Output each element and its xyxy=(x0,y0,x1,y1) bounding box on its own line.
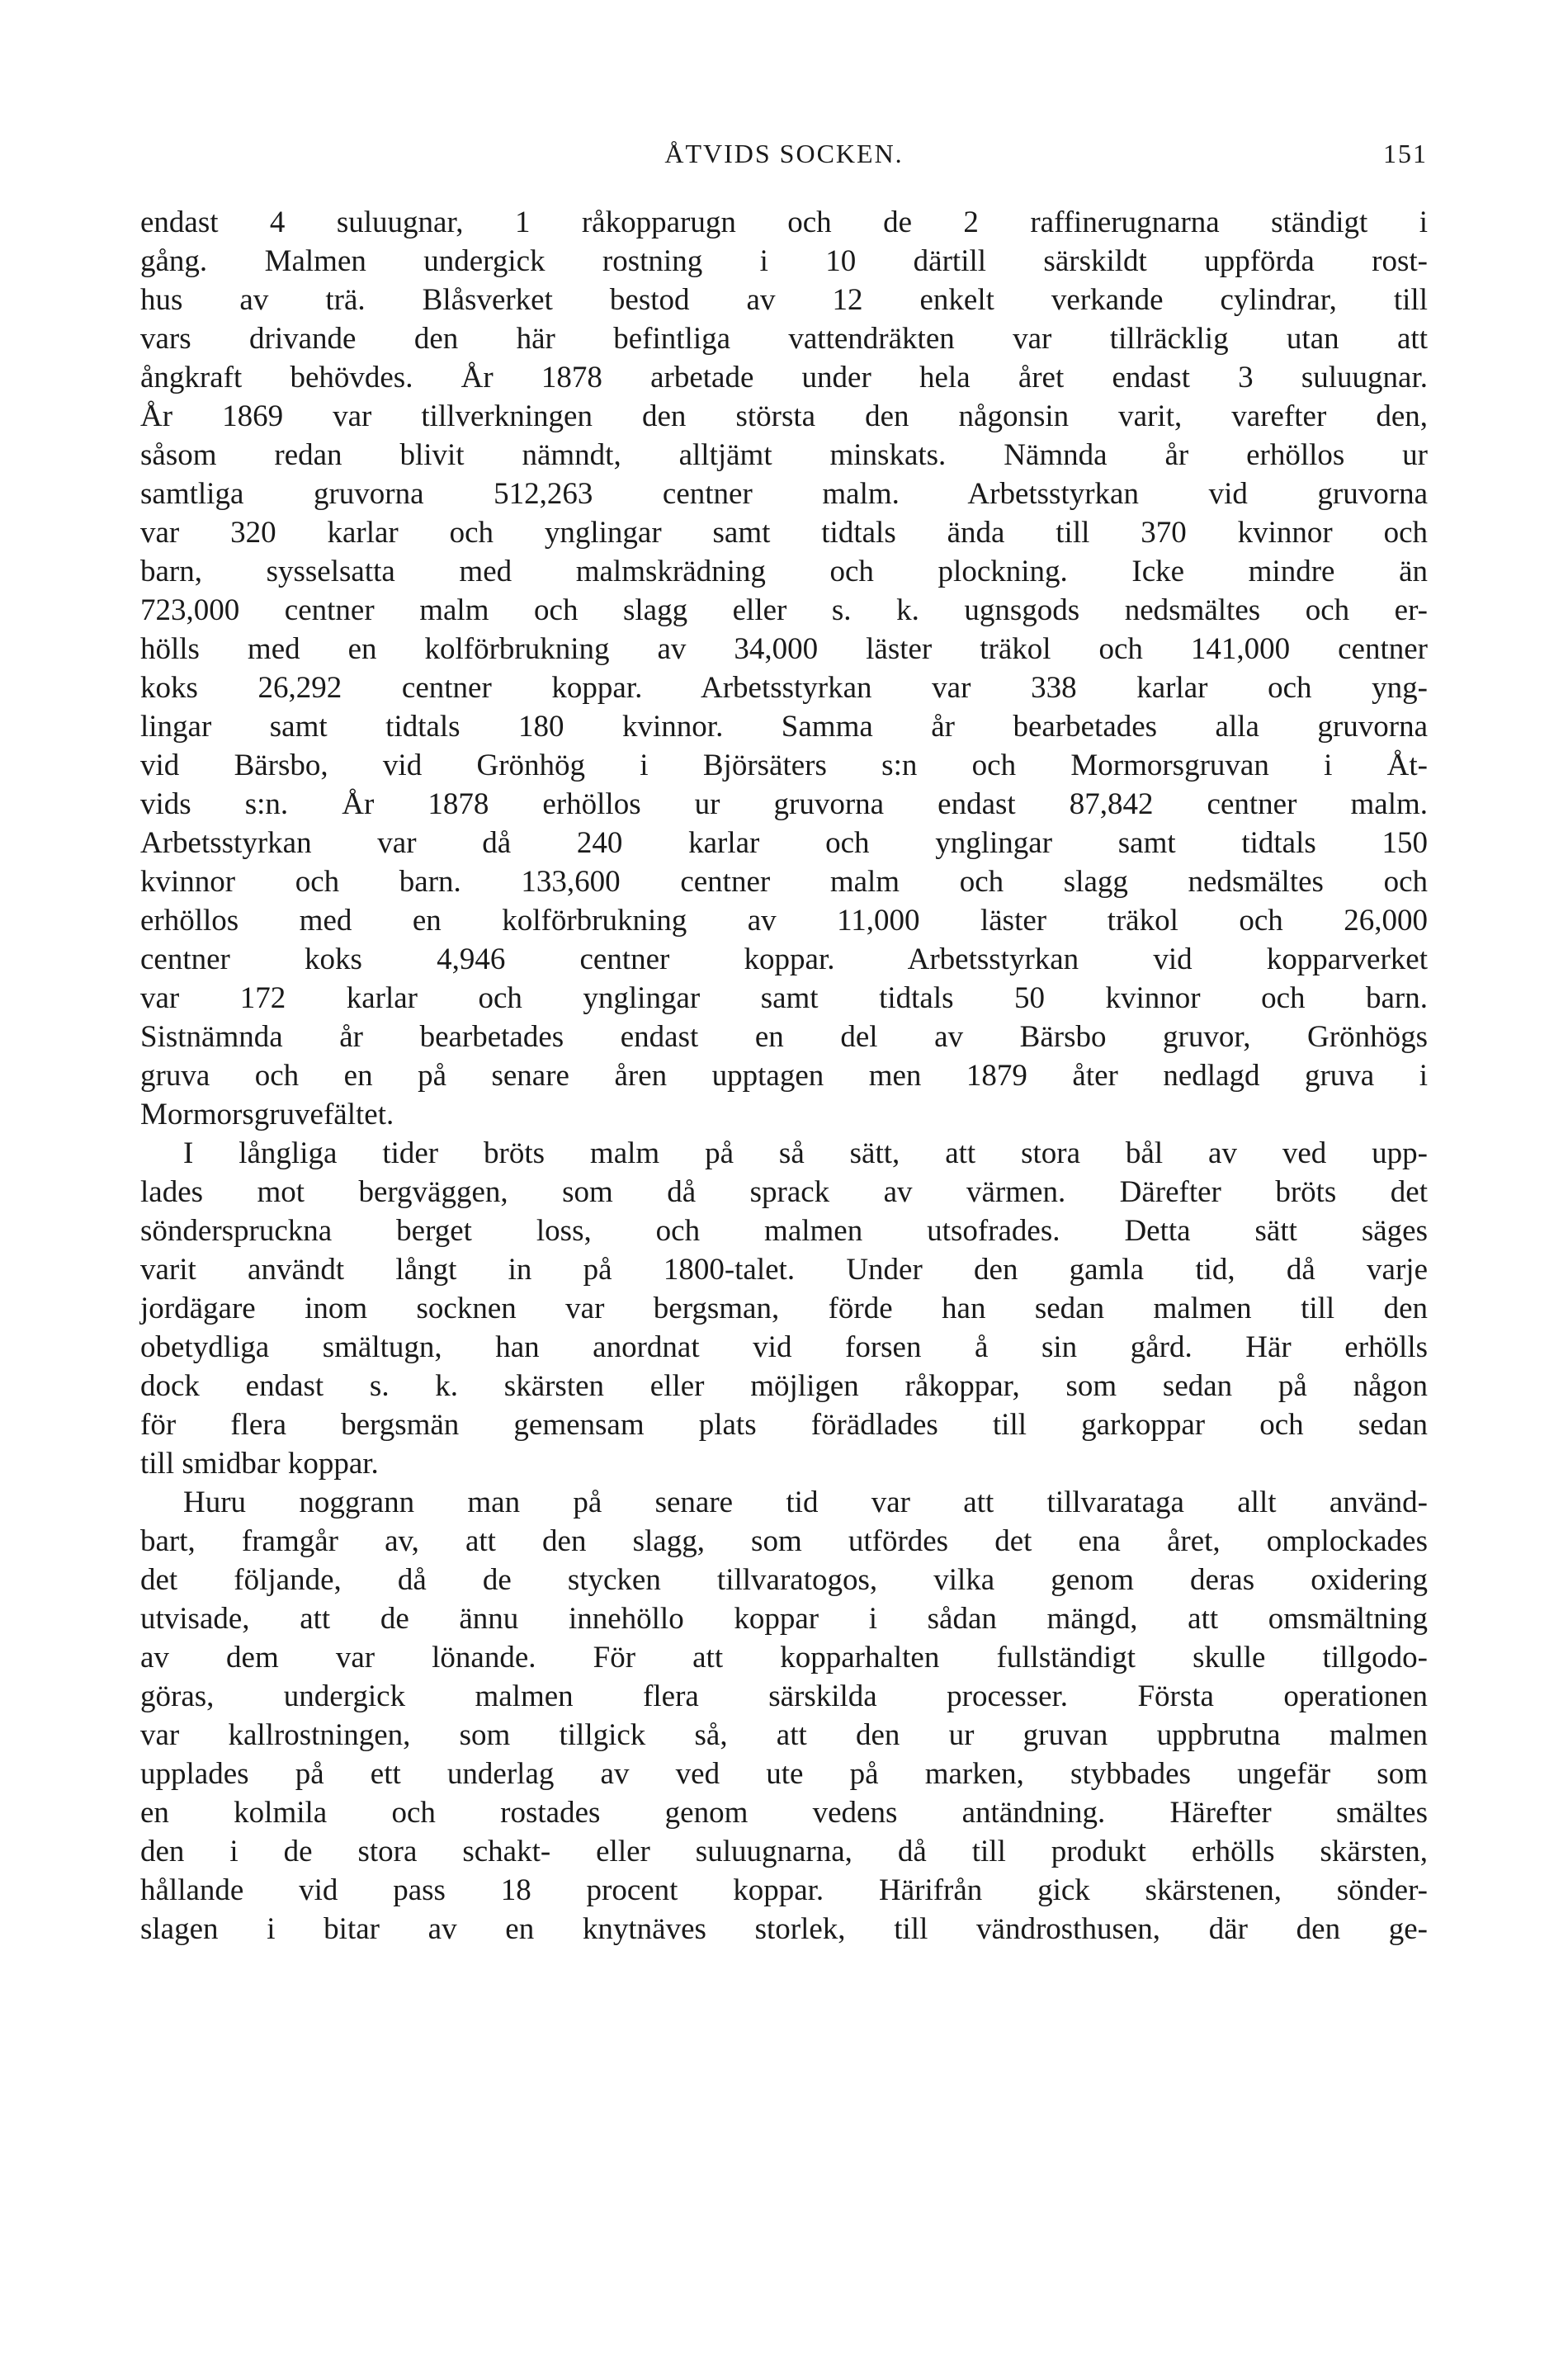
page-number: 151 xyxy=(1383,139,1428,168)
text-line: samtliga gruvorna 512,263 centner malm. Arbetsstyrkan vid gruvorna xyxy=(140,477,1428,511)
text-line: utvisade, att de ännu innehöllo koppar i sådan mängd, att omsmältning xyxy=(140,1602,1428,1636)
text-line: vars drivande den här befintliga vattendräkten var tillräcklig utan att xyxy=(140,322,1428,356)
text-line: var 172 karlar och ynglingar samt tidtals 50 kvinnor och barn. xyxy=(140,981,1428,1015)
running-title: ÅTVIDS SOCKEN. xyxy=(664,139,904,168)
text-line: Sistnämnda år bearbetades endast en del av Bärsbo gruvor, Grönhögs xyxy=(140,1020,1428,1054)
text-line: kvinnor och barn. 133,600 centner malm och slagg nedsmältes och xyxy=(140,865,1428,899)
text-line: upplades på ett underlag av ved ute på marken, stybbades ungefär som xyxy=(140,1757,1428,1791)
text-line: Mormorsgruvefältet. xyxy=(140,1098,394,1131)
running-head xyxy=(140,139,1428,180)
text-line: vids s:n. År 1878 erhöllos ur gruvorna endast 87,842 centner malm. xyxy=(140,787,1428,821)
text-line: slagen i bitar av en knytnäves storlek, till vändrosthusen, där den ge- xyxy=(140,1912,1428,1946)
text-line: till smidbar koppar. xyxy=(140,1447,379,1481)
text-line: lades mot bergväggen, som då sprack av värmen. Därefter bröts det xyxy=(140,1175,1428,1209)
text-line: såsom redan blivit nämndt, alltjämt minskats. Nämnda år erhöllos ur xyxy=(140,438,1428,472)
text-line: jordägare inom socknen var bergsman, förde han sedan malmen till den xyxy=(140,1292,1428,1325)
text-line: endast 4 suluugnar, 1 råkopparugn och de 2 raffinerugnarna ständigt i xyxy=(140,205,1428,239)
body-text xyxy=(140,203,1428,1948)
text-line: sönderspruckna berget loss, och malmen utsofrades. Detta sätt säges xyxy=(140,1214,1428,1248)
text-line: bart, framgår av, att den slagg, som utfördes det ena året, omplockades xyxy=(140,1524,1428,1558)
text-line: I långliga tider bröts malm på så sätt, att stora bål av ved upp- xyxy=(183,1136,1428,1170)
text-line: År 1869 var tillverkningen den största den någonsin varit, varefter den, xyxy=(140,399,1428,433)
text-line: obetydliga smältugn, han anordnat vid forsen å sin gård. Här erhölls xyxy=(140,1330,1428,1364)
text-line: Arbetsstyrkan var då 240 karlar och ynglingar samt tidtals 150 xyxy=(140,826,1428,860)
text-line: gång. Malmen undergick rostning i 10 därtill särskildt uppförda rost- xyxy=(140,244,1428,278)
text-line: det följande, då de stycken tillvaratogos, vilka genom deras oxidering xyxy=(140,1563,1428,1597)
text-line: den i de stora schakt- eller suluugnarna, då till produkt erhölls skärsten, xyxy=(140,1835,1428,1868)
text-line: var 320 karlar och ynglingar samt tidtals ända till 370 kvinnor och xyxy=(140,516,1428,550)
text-line: göras, undergick malmen flera särskilda processer. Första operationen xyxy=(140,1679,1428,1713)
text-line: lingar samt tidtals 180 kvinnor. Samma år bearbetades alla gruvorna xyxy=(140,710,1428,744)
text-line: koks 26,292 centner koppar. Arbetsstyrkan var 338 karlar och yng- xyxy=(140,671,1428,705)
text-line: för flera bergsmän gemensam plats förädlades till garkoppar och sedan xyxy=(140,1408,1428,1442)
text-line: av dem var lönande. För att kopparhalten fullständigt skulle tillgodo- xyxy=(140,1641,1428,1674)
text-line: 723,000 centner malm och slagg eller s. k. ugnsgods nedsmältes och er- xyxy=(140,593,1428,627)
text-line: erhöllos med en kolförbrukning av 11,000 läster träkol och 26,000 xyxy=(140,904,1428,938)
text-line: var kallrostningen, som tillgick så, att den ur gruvan uppbrutna malmen xyxy=(140,1718,1428,1752)
text-line: dock endast s. k. skärsten eller möjligen råkoppar, som sedan på någon xyxy=(140,1369,1428,1403)
text-line: Huru noggrann man på senare tid var att tillvarataga allt använd- xyxy=(183,1486,1428,1519)
text-line: en kolmila och rostades genom vedens antändning. Härefter smältes xyxy=(140,1796,1428,1830)
text-line: vid Bärsbo, vid Grönhög i Björsäters s:n och Mormorsgruvan i Åt- xyxy=(140,749,1428,782)
text-line: gruva och en på senare åren upptagen men 1879 åter nedlagd gruva i xyxy=(140,1059,1428,1093)
text-line: hus av trä. Blåsverket bestod av 12 enkelt verkande cylindrar, till xyxy=(140,283,1428,317)
text-line: varit användt långt in på 1800-talet. Under den gamla tid, då varje xyxy=(140,1253,1428,1287)
text-line: hölls med en kolförbrukning av 34,000 läster träkol och 141,000 centner xyxy=(140,632,1428,666)
text-line: centner koks 4,946 centner koppar. Arbetsstyrkan vid kopparverket xyxy=(140,942,1428,976)
text-line: ångkraft behövdes. År 1878 arbetade under hela året endast 3 suluugnar. xyxy=(140,361,1428,394)
text-line: hållande vid pass 18 procent koppar. Härifrån gick skärstenen, sönder- xyxy=(140,1873,1428,1907)
text-line: barn, sysselsatta med malmskrädning och plockning. Icke mindre än xyxy=(140,555,1428,588)
